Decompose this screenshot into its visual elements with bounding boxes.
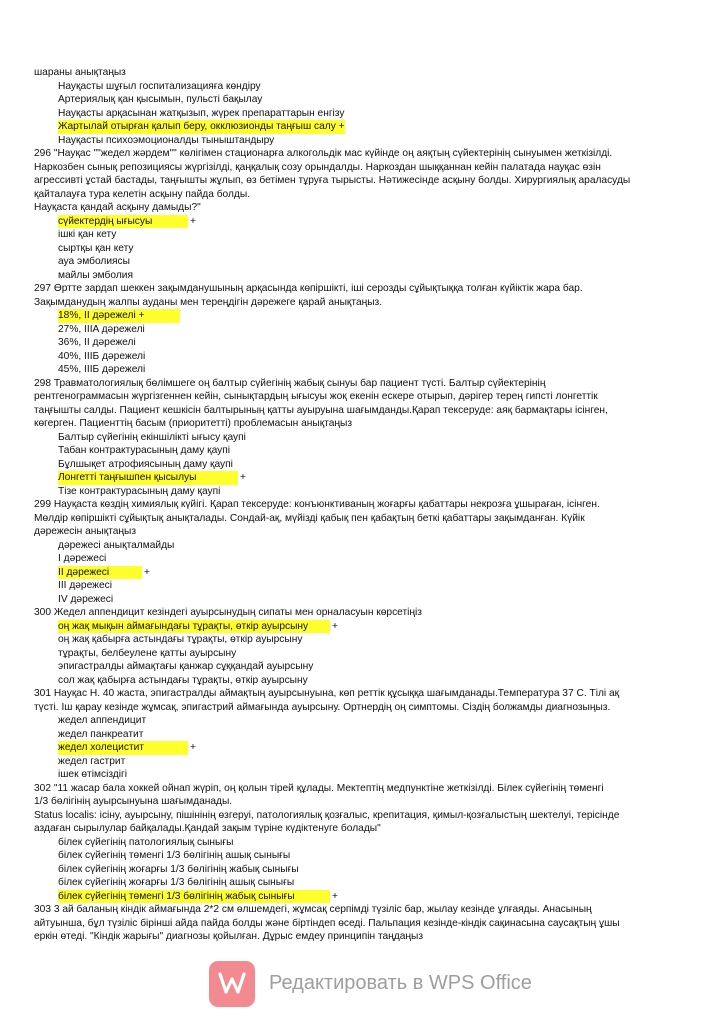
question-text-line	[34, 282, 690, 296]
question-text-line	[34, 147, 690, 161]
line-text: 303 3 ай баланың кіндік аймағында 2*2 см өлшемдегі, жұмсақ серпімді түзіліс бар, жылау кезінде ұлғаяды. Анасының	[34, 904, 592, 915]
line-text: 45%, IIIБ дәрежелі	[58, 364, 146, 375]
wps-edit-banner[interactable]	[209, 960, 549, 1008]
correct-mark: +	[190, 215, 196, 227]
question-text-line	[34, 917, 690, 931]
answer-line-correct	[34, 890, 690, 904]
line-text: дәрежесі анықталмайды	[58, 539, 175, 551]
line-text: 298 Травматологиялық бөлімшеге оң балтыр сүйегінің жабық сынуы бар пациент түсті. Балтыр сүйектерінің	[34, 377, 546, 389]
line-text: білек сүйегінің патологиялық сынығы	[58, 836, 234, 848]
answer-option	[34, 363, 690, 377]
line-text: білек сүйегінің төменгі 1/3 бөлігінің ашық сынығы	[58, 850, 291, 861]
answer-option	[34, 755, 690, 769]
line-text: I дәрежесі	[58, 553, 107, 564]
answer-option	[34, 458, 690, 472]
answer-line-correct	[34, 120, 690, 134]
line-text: ішкі қан кету	[58, 229, 117, 240]
answer-option	[34, 579, 690, 593]
question-text-line	[34, 161, 690, 175]
wps-logo-icon	[209, 961, 255, 1007]
line-text: 297 Өртте зардап шеккен зақымданушының арқасында көпіршікті, іші серозды сұйықтыққа толған күйіктік жара бар.	[34, 283, 583, 294]
question-text-line	[34, 930, 690, 944]
answer-option	[34, 255, 690, 269]
line-text: сыртқы қан кету	[58, 242, 134, 254]
correct-mark: +	[332, 890, 338, 902]
highlighted-text: сүйектердің ығысуы	[58, 215, 188, 229]
line-text: IV дәрежесі	[58, 593, 114, 605]
question-text-line	[34, 296, 690, 310]
line-text: таңғышты салды. Пациент кешкісін балтырының қатты ауыруына шағымданды.Қарап тексеруде: аяқ бармақтары ісінген,	[34, 404, 608, 416]
line-text: Status localis: ісіну, ауырсыну, пішінінің өзгеруі, патологиялық қозғалыс, крепитация, қимыл-қозғалыстың шектелуі, терісінде	[34, 809, 620, 821]
question-text-line	[34, 404, 690, 418]
line-text: көгерген. Пациенттің басым (приоритетті) проблемасын анықтаңыз	[34, 418, 353, 429]
line-text: III дәрежесі	[58, 580, 112, 591]
line-text: Наркозбен сынық репозициясы жүргізілді, қаңқалық созу орындалды. Наркоздан шыққаннан кейін палатада науқас өзін	[34, 161, 601, 173]
line-text: майлы эмболия	[58, 269, 133, 281]
highlighted-text: Лонгетті таңғышпен қысылуы	[58, 471, 238, 485]
question-text-line	[34, 903, 690, 917]
answer-option	[34, 485, 690, 499]
answer-option	[34, 107, 690, 121]
line-text: түсті. Іш қарау кезінде жұмсақ, эпигастрий аймағында ауырсыну. Ортнердің оң симптомы. Сіздің болжамды диагнозыңыз.	[34, 701, 611, 713]
wps-banner-text: Редактировать в WPS Office	[269, 972, 532, 994]
question-text-line	[34, 377, 690, 391]
line-text: шараны анықтаңыз	[34, 67, 126, 78]
line-text: 301 Науқас Н. 40 жаста, эпигастралды аймақтың ауырсынуына, көп реттік құсыққа шағымданады.Температура 37 С. Тілі ақ	[34, 688, 620, 699]
line-text: Артериялық қан қысымын, пульсті бақылау	[58, 94, 263, 105]
answer-option	[34, 768, 690, 782]
line-text: жедел гастрит	[58, 755, 126, 767]
line-text: эпигастралды аймақтағы қанжар сұққандай ауырсыну	[58, 661, 314, 672]
answer-option	[34, 539, 690, 553]
answer-option	[34, 863, 690, 877]
line-text: тұрақты, белбеулене қатты ауырсыну	[58, 647, 237, 659]
highlighted-text: Жартылай отырған қалып беру, окклюзионды таңғыш салу +	[58, 121, 345, 132]
line-text: Науқасты арқасынан жатқызып, жүрек препараттарын енгізу	[58, 107, 345, 119]
line-text: сол жақ қабырға астындағы тұрақты, өткір ауырсыну	[58, 674, 308, 686]
answer-line-correct	[34, 309, 690, 323]
line-text: жедел панкреатит	[58, 728, 144, 740]
highlighted-text: оң жақ мықын аймағындағы тұрақты, өткір ауырсыну	[58, 620, 330, 634]
answer-option	[34, 134, 690, 148]
line-text: 300 Жедел аппендицит кезіндегі ауырсынудың сипаты мен орналасуын көрсетіңіз	[34, 607, 422, 618]
highlighted-text: 18%, II дәрежелі +	[58, 309, 180, 323]
question-text-line	[34, 188, 690, 202]
line-text: 302 "11 жасар бала хоккей ойнап жүріп, оң қолын тірей құлады. Мектептің медпунктіне жеткізілді. Білек сүйегінің төменгі	[34, 782, 604, 794]
line-text: 299 Науқаста көздің химиялық күйігі. Қарап тексеруде: конъюнктиваның жоғарғы қабаттары некрозға ұшыраған, ісінген.	[34, 499, 600, 510]
line-text: Тізе контрактурасының даму қаупі	[58, 485, 221, 497]
question-text-line	[34, 512, 690, 526]
answer-option	[34, 674, 690, 688]
answer-option	[34, 350, 690, 364]
question-text-line	[34, 606, 690, 620]
answer-line-correct	[34, 215, 690, 229]
correct-mark: +	[332, 620, 338, 632]
line-text: 40%, IIIБ дәрежелі	[58, 350, 146, 362]
line-text: Бұлшықет атрофиясының даму қаупі	[58, 458, 233, 470]
line-text: қайталауға тура келетін асқыну пайда болды.	[34, 188, 251, 200]
question-text-line	[34, 417, 690, 431]
question-text-line	[34, 795, 690, 809]
line-text: жедел аппендицит	[58, 715, 147, 726]
answer-option	[34, 647, 690, 661]
answer-line-correct	[34, 741, 690, 755]
question-text-line	[34, 498, 690, 512]
question-text-line	[34, 201, 690, 215]
line-text: айтуынша, бұл түзіліс бірінші айда пайда болды және біртіндеп өседі. Пальпация кезінде-кіндік сақинасына саусақтың ұшы	[34, 917, 620, 929]
line-text: рентгенограммасын жүргізгеннен кейін, сынықтардың ығысуы жоқ екенін ескере отырып, дәрігер терең гипсті лонгеттік	[34, 391, 598, 402]
question-text-line	[34, 782, 690, 796]
question-text-line	[34, 390, 690, 404]
answer-option	[34, 714, 690, 728]
line-text: дәрежесін анықтаңыз	[34, 526, 137, 537]
question-text-line	[34, 66, 690, 80]
line-text: Науқасты шұғыл госпитализацияға көндіру	[58, 80, 261, 92]
answer-option	[34, 849, 690, 863]
answer-option	[34, 323, 690, 337]
answer-option	[34, 444, 690, 458]
answer-option	[34, 660, 690, 674]
question-text-line	[34, 687, 690, 701]
line-text: ішек өтімсіздігі	[58, 769, 127, 780]
line-text: оң жақ қабырға астындағы тұрақты, өткір ауырсыну	[58, 634, 303, 645]
question-text-line	[34, 822, 690, 836]
question-text-line	[34, 525, 690, 539]
line-text: Зақымданудың жалпы ауданы мен тереңдігін дәрежеге қарай анықтаңыз.	[34, 296, 383, 308]
line-text: Мөлдір көпіршікті сұйықтық анықталады. Сондай-ақ, мүйізді қабық пен қабақтың беткі қабаттары зақымданған. Күйік	[34, 512, 585, 524]
answer-line-correct	[34, 620, 690, 634]
answer-option	[34, 242, 690, 256]
highlighted-text: білек сүйегінің төменгі 1/3 бөлігінің жабық сынығы	[58, 890, 330, 904]
correct-mark: +	[240, 472, 246, 483]
question-text-line	[34, 701, 690, 715]
answer-option	[34, 836, 690, 850]
line-text: Науқаста қандай асқыну дамыды?"	[34, 202, 201, 213]
answer-option	[34, 876, 690, 890]
highlighted-text: жедел холецистит	[58, 741, 188, 755]
answer-option	[34, 269, 690, 283]
answer-option	[34, 728, 690, 742]
line-text: Табан контрактурасының даму қаупі	[58, 445, 231, 456]
answer-option	[34, 552, 690, 566]
correct-mark: +	[190, 742, 196, 753]
answer-option	[34, 593, 690, 607]
correct-mark: +	[144, 566, 150, 578]
answer-option	[34, 431, 690, 445]
question-text-line	[34, 174, 690, 188]
document-body	[34, 66, 690, 944]
line-text: 36%, II дәрежелі	[58, 337, 136, 348]
line-text: Балтыр сүйегінің екіншілікті ығысу қаупі	[58, 431, 246, 443]
answer-line-correct	[34, 566, 690, 580]
line-text: білек сүйегінің жоғарғы 1/3 бөлігінің жабық сынығы	[58, 863, 299, 875]
line-text: ауа эмболиясы	[58, 256, 130, 267]
answer-option	[34, 633, 690, 647]
answer-option	[34, 228, 690, 242]
answer-option	[34, 80, 690, 94]
answer-option	[34, 336, 690, 350]
line-text: 1/3 бөлігінің ауырсынуына шағымданады.	[34, 796, 233, 807]
line-text: 27%, IIIA дәрежелі	[58, 323, 145, 335]
line-text: Науқасты психоэмоционалды тыныштандыру	[58, 134, 275, 146]
line-text: білек сүйегінің жоғарғы 1/3 бөлігінің ашық сынығы	[58, 877, 295, 888]
answer-option	[34, 93, 690, 107]
question-text-line	[34, 809, 690, 823]
line-text: аздаған сырылулар байқалады.Қандай зақым түріне күдіктенуге болады"	[34, 823, 381, 834]
line-text: агрессивті ұстай бастады, таңғышты жұлып, өз бетімен тұруға тырысты. Нәтижесінде асқыну болды. Хирургиялық араласуды	[34, 175, 631, 186]
answer-line-correct	[34, 471, 690, 485]
line-text: 296 "Науқас ""жедел жәрдем"" көлігімен стационарға алкогольдік мас күйінде оң аяқтың сүйектерінің сынуымен жеткізілді.	[34, 148, 613, 159]
line-text: еркін өтеді. "Кіндік жарығы" диагнозы қойылған. Дұрыс емдеу принципін таңдаңыз	[34, 931, 424, 942]
highlighted-text: II дәрежесі	[58, 566, 142, 580]
